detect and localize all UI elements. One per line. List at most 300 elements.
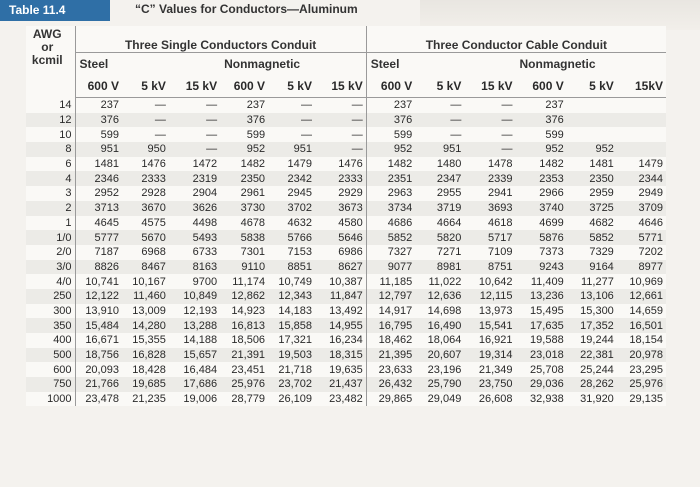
c-value-cell: 25,790 [415,377,464,392]
c-value-cell: 5777 [75,230,122,245]
c-value-cell: 4498 [192,216,218,229]
c-value-cell: 5670 [122,230,169,245]
c-value-cell: 25,244 [580,363,614,376]
c-value-cell: 4686 [387,216,413,229]
c-value-cell: 4678 [240,216,266,229]
c-value-cell: 599 [393,128,413,141]
c-value-cell: 2945 [287,187,312,200]
c-value-cell: 17,321 [278,334,312,347]
c-value-cell: 12,115 [464,289,515,304]
c-value-cell: 23,478 [85,393,119,406]
table-row [26,127,666,142]
c-value-cell: 28,779 [231,393,266,406]
c-value-cell: 237 [393,99,413,112]
c-value-cell: 32,938 [530,393,564,406]
c-value-cell: 20,978 [617,348,666,363]
table-row [26,377,666,392]
conductor-size-cell: 400 [26,333,75,348]
c-value-cell: 1482 [539,158,564,171]
c-value-cell: 3730 [220,201,268,216]
c-value-cell: 2966 [539,187,564,200]
conductor-size-cell: 3/0 [26,260,75,275]
c-value-cell: — [464,113,515,128]
table-row [26,274,666,289]
conductor-size-cell: 3 [26,186,75,201]
conductor-size-cell: 8 [26,142,75,157]
c-value-cell: 13,492 [315,304,366,319]
c-value-cell: 2928 [141,187,166,200]
sub-header-row [26,53,666,76]
conductor-size-cell: 1/0 [26,230,75,245]
c-value-cell: 23,702 [268,377,315,392]
voltage-header: 15kV [617,75,666,98]
c-value-cell: 5876 [516,230,567,245]
c-value-cell: 16,921 [478,334,513,347]
c-value-cell: 9700 [192,275,218,288]
c-value-cell: 3702 [268,201,315,216]
table-row [26,392,666,407]
table-title-row [0,0,700,21]
sub-title-nonmagnetic-2: Nonmagnetic [519,57,596,71]
c-value-cell: 599 [545,128,564,141]
c-value-cell: — [300,99,312,112]
table-row [26,171,666,186]
c-value-cell: 20,607 [415,348,464,363]
c-value-cell: 10,642 [478,275,513,288]
sub-title-nonmagnetic-1: Nonmagnetic [220,53,366,76]
c-value-cell: 3626 [169,201,220,216]
c-values-table [26,26,666,406]
c-value-cell: 12,797 [366,289,415,304]
c-value-cell: 18,756 [75,348,122,363]
c-value-cell: 7202 [638,246,663,259]
c-value-cell: 2941 [488,187,513,200]
c-value-cell: 1479 [638,158,663,171]
c-value-cell: 8163 [169,260,220,275]
c-value-cell: 15,484 [75,318,122,333]
c-value-cell: 21,349 [478,363,513,376]
c-value-cell [617,113,666,128]
c-value-cell: 26,608 [478,393,513,406]
table-row [26,362,666,377]
c-value-cell: 1480 [436,158,462,171]
c-value-cell: 5771 [617,230,666,245]
c-value-cell: 3670 [122,201,169,216]
c-value-cell: 952 [220,142,268,157]
c-value-cell: 15,657 [169,348,220,363]
c-value-cell: — [206,128,218,141]
c-value-cell: 10,741 [85,275,119,288]
table-row [26,304,666,319]
c-value-cell: 2904 [192,187,218,200]
table-body [26,98,666,407]
c-value-cell: — [501,128,513,141]
c-value-cell: 12,661 [617,289,666,304]
c-value-cell: 9243 [516,260,567,275]
c-value-cell: 16,484 [183,363,218,376]
table-row [26,333,666,348]
c-value-cell: 17,686 [169,377,220,392]
c-value-cell: 15,495 [530,304,564,317]
c-value-cell: 5852 [567,230,617,245]
c-value-cell: 1476 [141,158,166,171]
c-value-cell: 2346 [75,171,122,186]
c-value-cell: 7329 [589,246,614,259]
c-value-cell: 5766 [268,230,315,245]
c-value-cell: 11,460 [122,289,169,304]
c-value-cell: 11,174 [232,275,266,288]
c-value-cell: 950 [122,142,169,157]
c-value-cell: 8981 [415,260,464,275]
c-value-cell: 4699 [539,216,564,229]
c-value-cell: 3719 [415,201,464,216]
c-value-cell: 4664 [436,216,462,229]
c-value-cell: 29,135 [629,393,663,406]
c-value-cell: 15,541 [464,318,515,333]
c-value-cell: 4580 [315,216,366,231]
c-value-cell: 376 [366,113,415,128]
c-value-cell: 237 [246,99,266,112]
c-value-cell: 12,122 [75,289,122,304]
c-value-cell: 17,352 [567,318,617,333]
c-value-cell: 16,828 [122,348,169,363]
table-row [26,157,666,172]
c-value-cell: 28,262 [567,377,617,392]
c-value-cell: 8751 [464,260,515,275]
c-value-cell: 2963 [387,187,413,200]
c-value-cell: 23,295 [629,363,663,376]
voltage-header: 5 kV [122,75,169,98]
table-row [26,186,666,201]
c-value-cell: 599 [100,128,119,141]
c-value-cell: — [300,128,312,141]
c-value-cell: 10,387 [315,274,366,289]
c-value-cell: 3725 [567,201,617,216]
c-value-cell: 2961 [240,187,266,200]
c-value-cell: 4682 [589,216,614,229]
table-row [26,245,666,260]
conductor-size-cell: 4 [26,171,75,186]
c-value-cell: 2353 [516,171,567,186]
c-value-cell: 13,106 [567,289,617,304]
c-value-cell: 8467 [122,260,169,275]
c-value-cell: 19,685 [122,377,169,392]
c-value-cell: — [501,99,513,112]
c-value-cell: 3709 [617,201,666,216]
group-header-row [26,26,666,53]
c-value-cell: 21,235 [132,393,166,406]
c-value-cell: 1478 [488,158,513,171]
c-value-cell: 22,381 [567,348,617,363]
c-value-cell: 11,022 [428,275,462,288]
c-value-cell: 3740 [516,201,567,216]
c-value-cell: 9077 [366,260,415,275]
table-row [26,216,666,231]
conductor-size-cell: 300 [26,304,75,319]
c-value-cell: 7301 [240,246,266,259]
c-value-cell: 6968 [141,246,166,259]
c-value-cell: 11,277 [580,275,614,288]
c-value-cell: 2339 [464,171,515,186]
c-value-cell: 13,288 [169,318,220,333]
c-value-cell: — [450,128,462,141]
c-value-cell: 952 [567,142,617,157]
size-column-header [26,26,75,98]
table-row [26,201,666,216]
c-value-cell: 26,432 [366,377,415,392]
c-value-cell: 5838 [220,230,268,245]
table-caption: “C” Values for Conductors—Aluminum [135,2,358,16]
c-value-cell: 21,437 [315,377,366,392]
c-value-cell: 2959 [589,187,614,200]
conductor-size-cell: 600 [26,362,75,377]
c-value-cell: 1479 [287,158,312,171]
c-value-cell: 2344 [617,171,666,186]
c-value-cell: 2333 [315,171,366,186]
c-value-cell: — [315,127,366,142]
c-value-cell: 10,849 [169,289,220,304]
c-value-cell: 3673 [315,201,366,216]
c-value-cell: 16,671 [85,334,119,347]
c-value-cell: 11,185 [379,275,413,288]
c-value-cell: 19,635 [315,362,366,377]
c-value-cell: 29,036 [516,377,567,392]
c-value-cell: 952 [366,142,415,157]
c-value-cell: — [169,113,220,128]
table-row [26,289,666,304]
table-row [26,142,666,157]
c-value-cell: 3693 [464,201,515,216]
c-value-cell: 951 [75,142,122,157]
c-value-cell: 1476 [315,157,366,172]
c-value-cell: — [206,99,218,112]
c-value-cell [617,142,666,157]
conductor-size-cell: 14 [26,98,75,113]
c-value-cell: 5646 [315,230,366,245]
table-row [26,318,666,333]
c-value-cell: 11,409 [530,275,564,288]
conductor-size-cell: 350 [26,318,75,333]
c-value-cell: 8851 [268,260,315,275]
c-value-cell: 15,858 [268,318,315,333]
c-value-cell: 13,973 [478,304,513,317]
c-value-cell: 8826 [75,260,122,275]
c-value-cell: 1482 [240,158,266,171]
voltage-header: 15 kV [464,75,515,98]
c-value-cell: 12,343 [268,289,315,304]
c-value-cell: 19,588 [530,334,564,347]
conductor-size-cell: 500 [26,348,75,363]
c-value-cell: 23,196 [427,363,462,376]
conductor-size-cell: 4/0 [26,274,75,289]
c-value-cell: 376 [220,113,268,128]
c-value-cell: 23,750 [464,377,515,392]
c-value-cell: 13,910 [85,304,119,317]
group-title-single-conductors: Three Single Conductors Conduit [75,26,366,53]
c-value-cell: 23,451 [231,363,266,376]
c-value-cell: 14,698 [427,304,462,317]
c-value-cell: 5820 [415,230,464,245]
c-value-cell: 1481 [94,158,119,171]
c-value-cell: 9110 [220,260,268,275]
c-value-cell: 19,314 [464,348,515,363]
table-row [26,113,666,128]
c-value-cell: — [315,98,366,113]
c-value-cell: 2949 [638,187,663,200]
c-value-cell: 19,006 [183,393,218,406]
c-value-cell: 14,280 [122,318,169,333]
c-value-cell: 9164 [567,260,617,275]
table-row [26,260,666,275]
conductor-size-cell: 12 [26,113,75,128]
c-value-cell [617,127,666,142]
c-value-cell: — [154,128,166,141]
c-value-cell: 21,391 [220,348,268,363]
voltage-header: 5 kV [567,75,617,98]
conductor-size-cell: 1 [26,216,75,231]
c-value-cell: 14,923 [231,304,266,317]
c-value-cell: 12,862 [220,289,268,304]
conductor-size-cell: 2 [26,201,75,216]
c-value-cell: 7153 [287,246,312,259]
c-value-cell: 2342 [268,171,315,186]
voltage-header: 15 kV [315,75,366,98]
c-value-cell: 16,813 [220,318,268,333]
c-value-cell: 2955 [436,187,462,200]
c-value-cell: 952 [516,142,567,157]
conductor-size-cell: 2/0 [26,245,75,260]
c-value-cell: 376 [75,113,122,128]
c-value-cell: — [464,142,515,157]
c-value-cell: 2952 [94,187,119,200]
conductor-size-cell: 250 [26,289,75,304]
c-value-cell: 7373 [539,246,564,259]
c-value-cell: 376 [516,113,567,128]
c-value-cell: 1481 [589,158,614,171]
c-value-cell: — [315,142,366,157]
c-value-cell: 951 [268,142,315,157]
c-value-cell: 14,183 [278,304,312,317]
c-value-cell: — [169,142,220,157]
c-value-cell [567,98,617,113]
c-value-cell: 25,708 [530,363,564,376]
voltage-header: 600 V [516,75,567,98]
c-value-cell: 3713 [75,201,122,216]
c-value-cell: 5717 [464,230,515,245]
c-value-cell: 23,482 [315,392,366,407]
table-number-tag: Table 11.4 [0,0,110,21]
c-value-cell: 12,193 [183,304,218,317]
c-value-cell: 7109 [488,246,513,259]
c-value-cell: 29,865 [378,393,413,406]
voltage-header: 15 kV [169,75,220,98]
sub-title-steel-2: Steel [370,57,400,71]
c-value-cell: 1472 [192,158,218,171]
c-value-cell [567,127,617,142]
voltage-header: 5 kV [268,75,315,98]
table-row [26,348,666,363]
c-value-cell: 2333 [122,171,169,186]
conductor-size-cell: 6 [26,157,75,172]
c-value-cell: 18,315 [315,348,366,363]
c-value-cell: 25,976 [220,377,268,392]
c-value-cell: 2347 [415,171,464,186]
c-value-cell: 25,976 [617,377,666,392]
voltage-header: 600 V [366,75,415,98]
c-value-cell: 6733 [192,246,218,259]
c-value-cell: 15,300 [580,304,614,317]
c-value-cell: 18,506 [231,334,266,347]
c-value-cell [567,113,617,128]
conductor-size-cell: 750 [26,377,75,392]
size-header-text: AWG or kcmil [31,27,63,67]
sub-title-steel-1: Steel [79,57,109,71]
c-value-cell: 23,018 [516,348,567,363]
c-value-cell: 18,462 [378,334,413,347]
c-value-cell: 14,955 [315,318,366,333]
c-value-cell: 4618 [488,216,513,229]
c-value-cell: 14,188 [183,334,218,347]
c-value-cell: 15,355 [132,334,166,347]
c-value-cell: 8977 [617,260,666,275]
c-value-cell: 4632 [287,216,312,229]
c-value-cell: 7271 [436,246,462,259]
conductor-size-cell: 10 [26,127,75,142]
c-value-cell: 4575 [141,216,166,229]
c-value-cell: — [268,113,315,128]
c-value-cell: 599 [246,128,266,141]
c-value-cell: 29,049 [427,393,462,406]
c-value-cell: 16,501 [617,318,666,333]
c-value-cell: 237 [545,99,564,112]
voltage-header: 5 kV [415,75,464,98]
c-value-cell: 6986 [315,245,366,260]
c-value-cell: 951 [415,142,464,157]
c-value-cell: — [122,113,169,128]
c-value-cell: — [450,99,462,112]
c-value-cell: 17,635 [516,318,567,333]
c-value-cell: 21,766 [75,377,122,392]
table-row [26,230,666,245]
c-value-cell: 4646 [638,216,663,229]
c-value-cell: 7187 [94,246,119,259]
c-value-cell: 13,009 [132,304,166,317]
c-value-cell: 1482 [387,158,413,171]
c-value-cell: 2319 [169,171,220,186]
c-value-cell: 19,503 [268,348,315,363]
c-value-cell: 18,064 [427,334,462,347]
c-value-cell: 16,234 [315,333,366,348]
c-value-cell: 2929 [315,186,366,201]
c-value-cell: 5852 [366,230,415,245]
c-value-cell: — [415,113,464,128]
table-row [26,98,666,113]
c-value-cell: 5493 [169,230,220,245]
conductor-size-cell: 1000 [26,392,75,407]
c-value-cell: 10,749 [278,275,312,288]
voltage-header: 600 V [75,75,122,98]
voltage-header: 600 V [220,75,268,98]
c-value-cell: 16,795 [366,318,415,333]
c-value-cell: 10,969 [629,275,663,288]
c-value-cell: 237 [100,99,119,112]
c-value-cell: 13,236 [516,289,567,304]
c-value-cell: 20,093 [85,363,119,376]
c-value-cell: 10,167 [132,275,166,288]
c-value-cell: 16,490 [415,318,464,333]
c-value-cell: 21,718 [278,363,312,376]
voltage-header-row [26,75,666,98]
